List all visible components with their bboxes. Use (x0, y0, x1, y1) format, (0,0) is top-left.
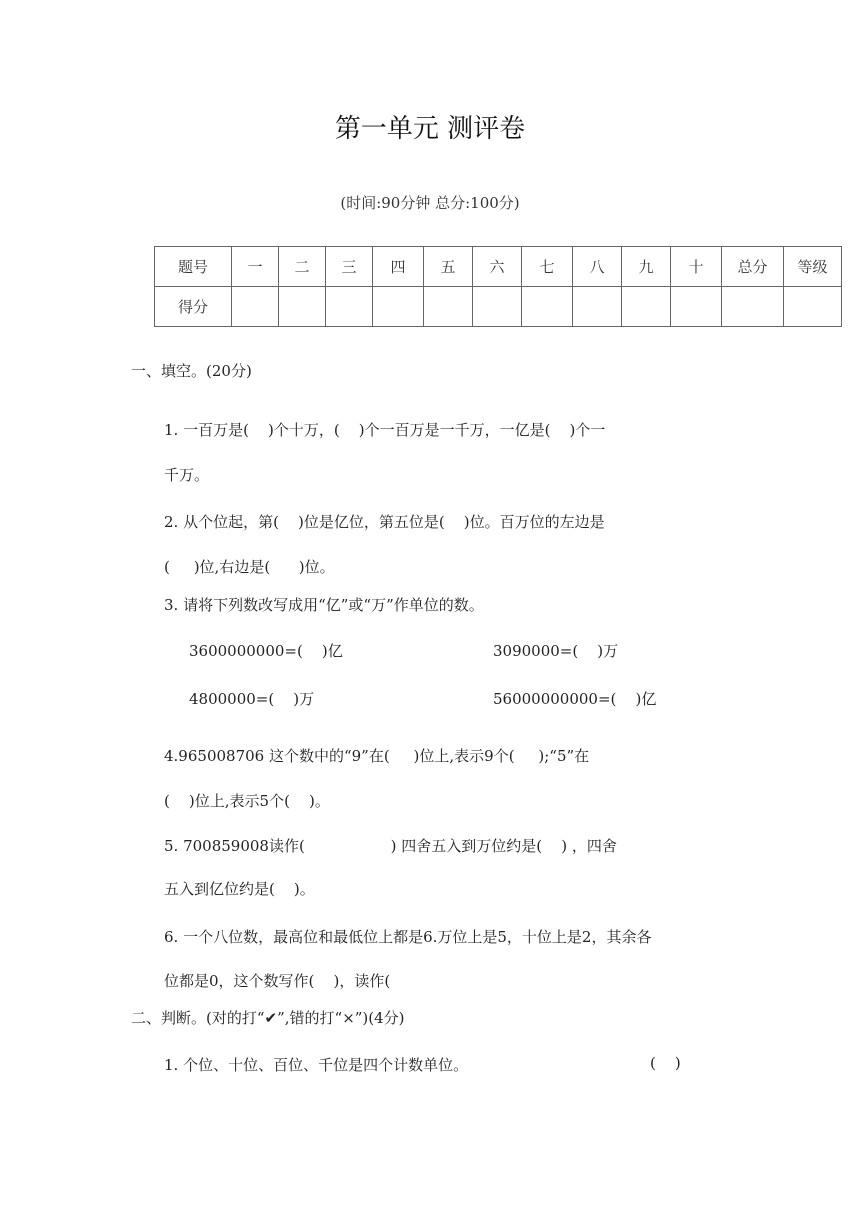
header-cell: 七 (522, 247, 573, 287)
question-5-line-1: 5. 700859008读作( ) 四舍五入到万位约是( ) ，四舍 (164, 837, 617, 855)
score-entry-cell[interactable] (522, 287, 573, 327)
score-table-score-row (155, 287, 842, 327)
score-entry-cell[interactable] (622, 287, 671, 327)
question-2-line-2: ( )位,右边是( )位。 (164, 558, 335, 576)
question-3-item-c: 4800000=( )万 (189, 690, 315, 708)
exam-info: (时间:90分钟 总分:100分) (340, 194, 520, 212)
question-3-item-d: 56000000000=( )亿 (493, 690, 657, 708)
question-3-item-a: 3600000000=( )亿 (189, 642, 343, 660)
question-6-line-1: 6. 一个八位数，最高位和最低位上都是6.万位上是5，十位上是2，其余各 (164, 928, 652, 946)
question-3-line-1: 3. 请将下列数改写成用“亿”或“万”作单位的数。 (164, 596, 484, 614)
page-title: 第一单元 测评卷 (334, 114, 526, 144)
header-cell: 六 (473, 247, 522, 287)
score-table (154, 246, 842, 327)
score-entry-cell[interactable] (279, 287, 326, 327)
header-cell: 等级 (784, 247, 842, 287)
section-2-heading: 二、判断。(对的打“✔”,错的打“×”)(4分) (131, 1009, 405, 1027)
score-entry-cell[interactable] (373, 287, 424, 327)
header-cell: 三 (326, 247, 373, 287)
header-cell: 四 (373, 247, 424, 287)
header-cell: 九 (622, 247, 671, 287)
score-table-header-row (155, 247, 842, 287)
question-4-line-2: ( )位上,表示5个( )。 (164, 792, 330, 810)
score-entry-cell[interactable] (784, 287, 842, 327)
header-cell: 八 (573, 247, 622, 287)
score-entry-cell[interactable] (473, 287, 522, 327)
score-entry-cell[interactable] (424, 287, 473, 327)
header-cell: 一 (232, 247, 279, 287)
question-6-line-2: 位都是0，这个数写作( )，读作( (164, 972, 391, 990)
score-entry-cell[interactable] (722, 287, 784, 327)
score-entry-cell[interactable] (326, 287, 373, 327)
question-5-line-2: 五入到亿位约是( )。 (164, 880, 315, 898)
header-cell: 题号 (155, 247, 232, 287)
score-label-cell: 得分 (155, 287, 232, 327)
judgment-question-1: 1. 个位、十位、百位、千位是四个计数单位。 (164, 1056, 469, 1074)
question-1-line-2: 千万。 (164, 466, 210, 484)
header-cell: 十 (671, 247, 722, 287)
score-entry-cell[interactable] (573, 287, 622, 327)
header-cell: 五 (424, 247, 473, 287)
score-entry-cell[interactable] (232, 287, 279, 327)
judgment-answer-blank[interactable]: ( ) (650, 1054, 681, 1072)
question-2-line-1: 2. 从个位起，第( )位是亿位，第五位是( )位。百万位的左边是 (164, 513, 605, 531)
header-cell: 总分 (722, 247, 784, 287)
header-cell: 二 (279, 247, 326, 287)
question-4-line-1: 4.965008706 这个数中的“9”在( )位上,表示9个( );“5”在 (164, 747, 590, 765)
question-3-item-b: 3090000=( )万 (493, 642, 619, 660)
section-1-heading: 一、填空。(20分) (131, 362, 252, 380)
question-1-line-1: 1. 一百万是( )个十万，( )个一百万是一千万，一亿是( )个一 (164, 421, 606, 439)
score-entry-cell[interactable] (671, 287, 722, 327)
